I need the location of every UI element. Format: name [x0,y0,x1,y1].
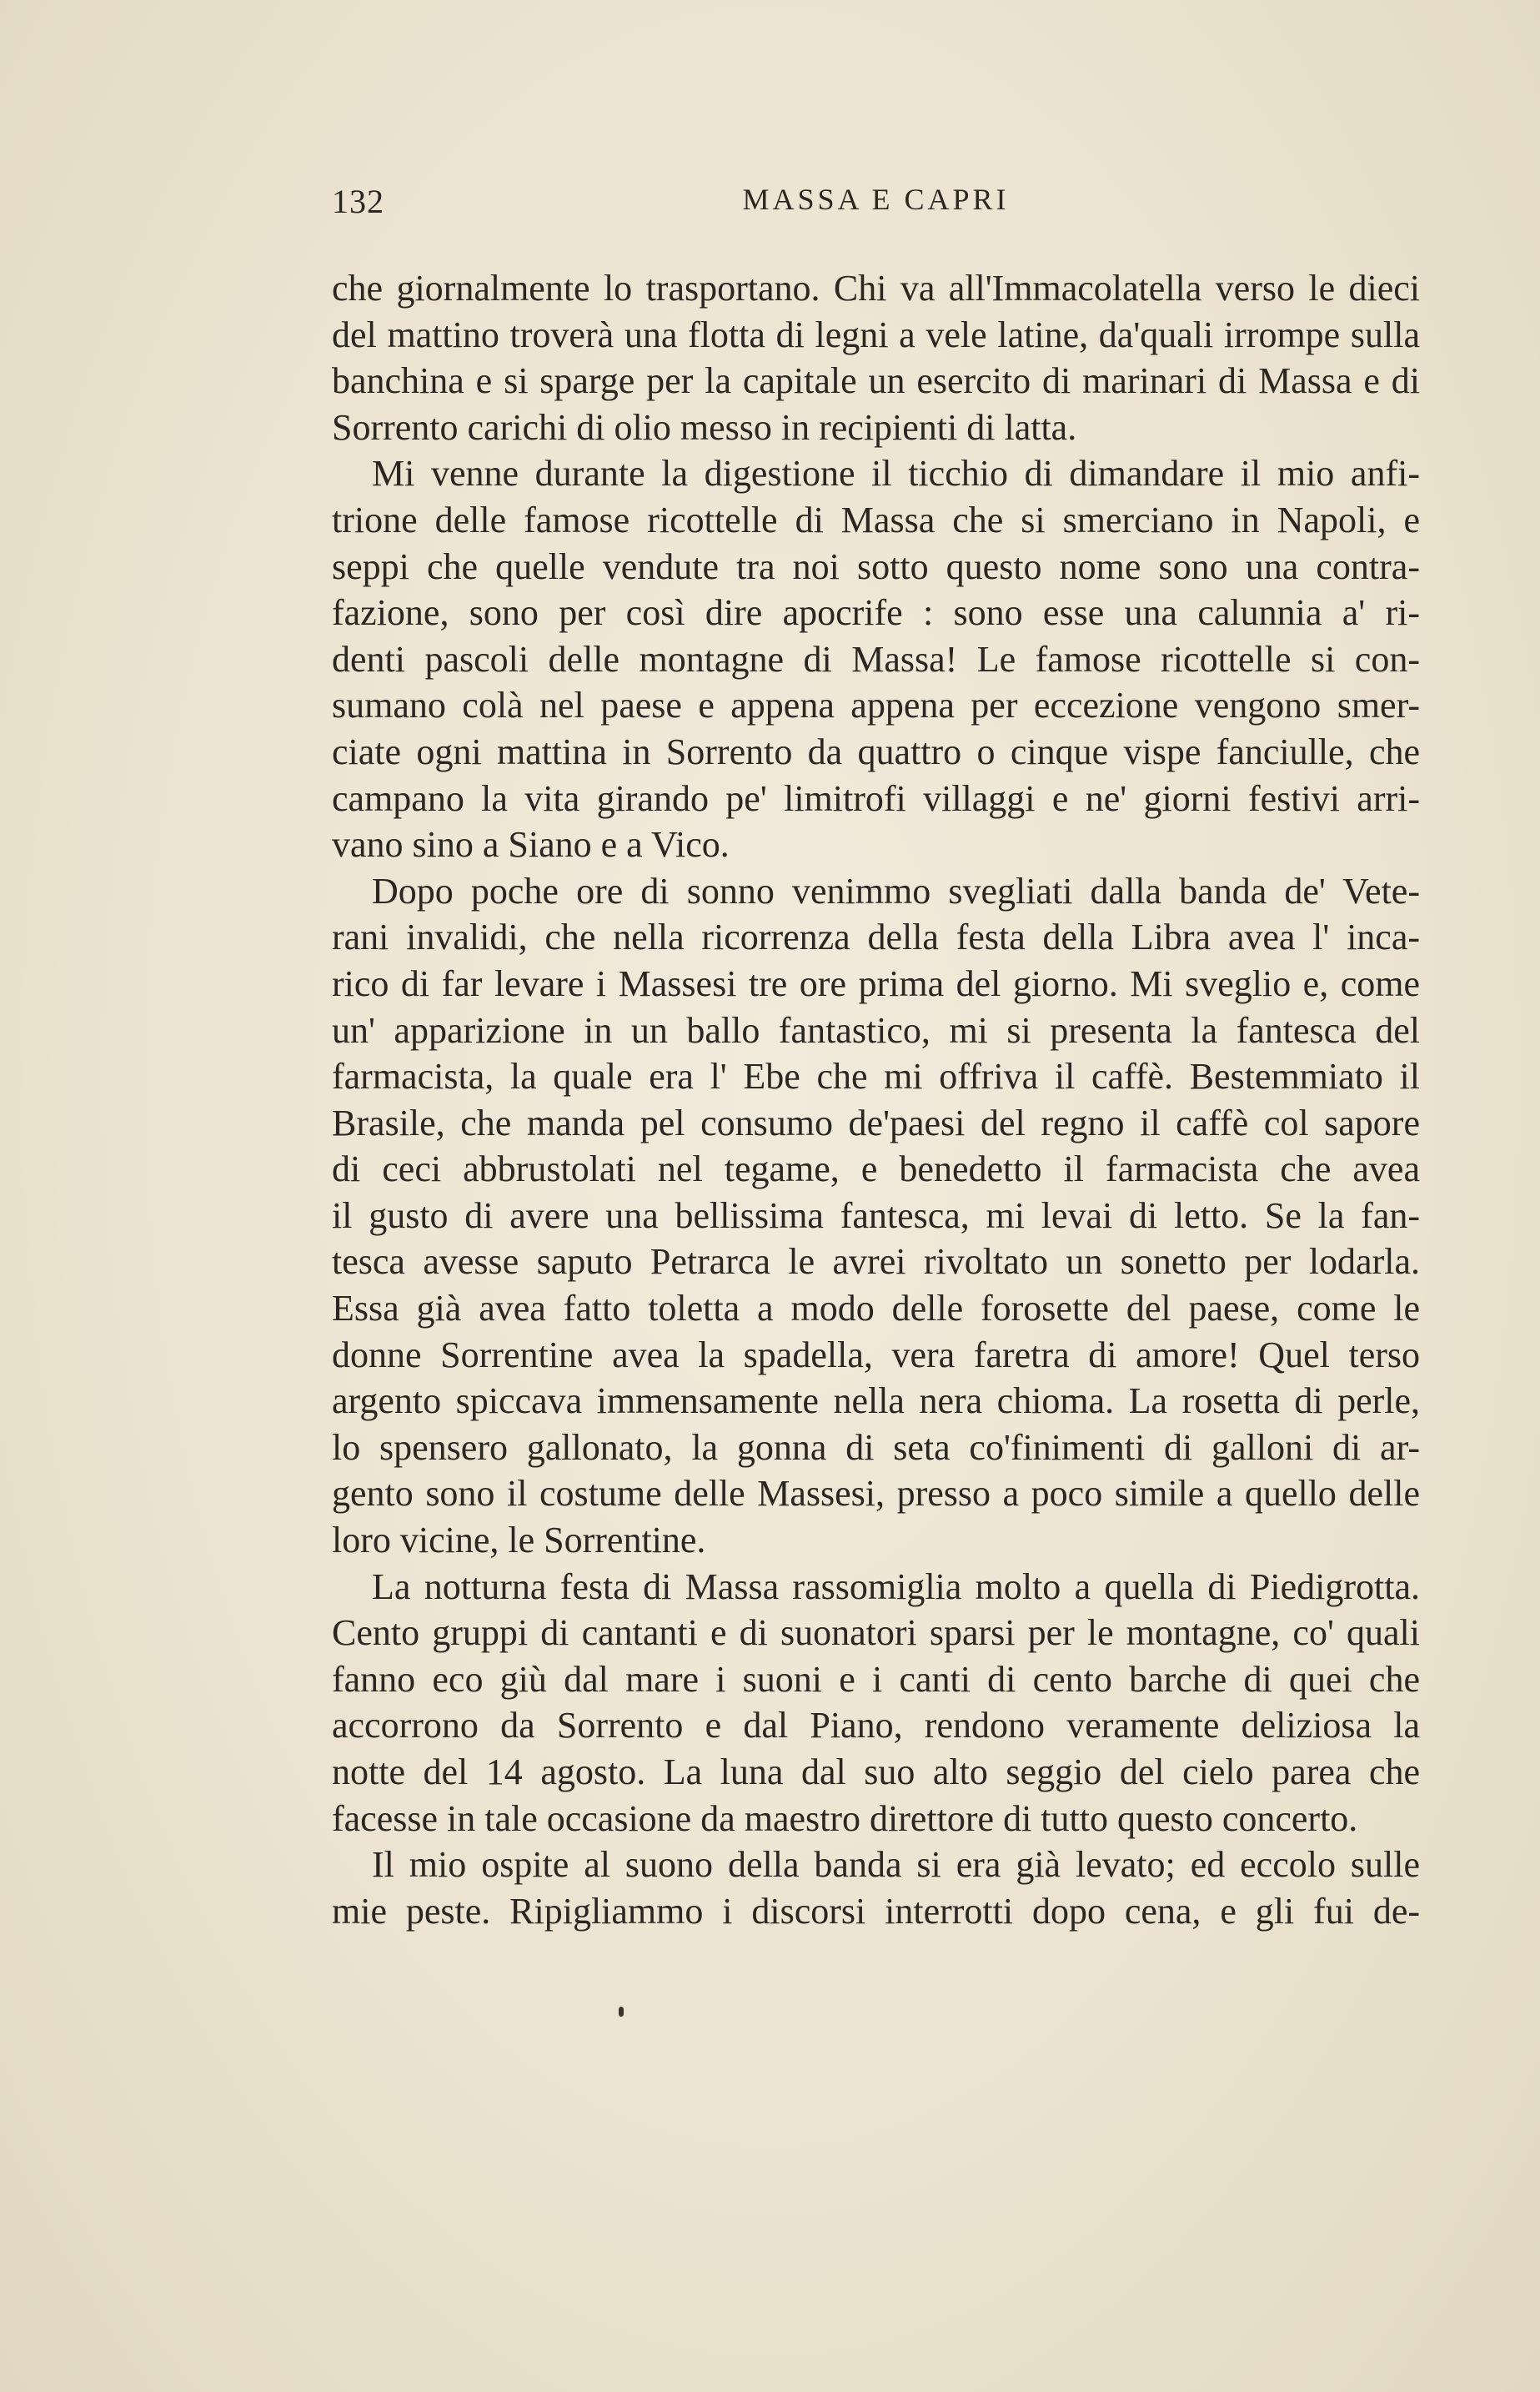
text-line: Essa già avea fatto toletta a modo delle forosette del paese, come le [332,1288,1420,1329]
text-line: argento spiccava immensamente nella nera chioma. La rosetta di perle, [332,1380,1420,1422]
text-line: ciate ogni mattina in Sorrento da quattro o cinque vispe fanciulle, che [332,731,1420,772]
text-line: vano sino a Siano e a Vico. [332,824,730,866]
text-line: del mattino troverà una flotta di legni a vele latine, da'quali irrompe sulla [332,314,1420,355]
text-line: mie peste. Ripigliammo i discorsi interrotti dopo cena, e gli fui de- [332,1890,1420,1932]
text-line: donne Sorrentine avea la spadella, vera faretra di amore! Quel terso [332,1334,1420,1375]
paragraph-first-line: Mi venne durante la digestione il ticchio di dimandare il mio anfi- [372,453,1420,495]
text-line: tesca avesse saputo Petrarca le avrei rivoltato un sonetto per lodarla. [332,1241,1420,1283]
text-line: sumano colà nel paese e appena appena per eccezione vengono smer- [332,685,1420,726]
text-line: accorrono da Sorrento e dal Piano, rendono veramente deliziosa la [332,1705,1420,1746]
text-line: Cento gruppi di cantanti e di suonatori sparsi per le montagne, co' quali [332,1612,1420,1654]
text-line: notte del 14 agosto. La luna dal suo alto seggio del cielo parea che [332,1751,1420,1792]
text-line: il gusto di avere una bellissima fantesca, mi levai di letto. Se la fan- [332,1194,1420,1236]
body-text [332,265,1420,1934]
text-line: seppi che quelle vendute tra noi sotto questo nome sono una contra- [332,545,1420,587]
paragraph-first-line: Dopo poche ore di sonno venimmo svegliati dalla banda de' Vete- [372,870,1420,912]
text-line: campano la vita girando pe' limitrofi villaggi e ne' giorni festivi arri- [332,777,1420,819]
text-line: lo spensero gallonato, la gonna di seta co'finimenti di galloni di ar- [332,1426,1420,1468]
text-line: trione delle famose ricottelle di Massa che si smerciano in Napoli, e [332,499,1420,540]
text-line: Brasile, che manda pel consumo de'paesi del regno il caffè col sapore [332,1102,1420,1143]
text-line: loro vicine, le Sorrentine. [332,1520,706,1561]
text-line: fazione, sono per così dire apocrife : sono esse una calunnia a' ri- [332,592,1420,634]
text-line: fanno eco giù dal mare i suoni e i canti di cento barche di quei che [332,1658,1420,1700]
text-line: di ceci abbrustolati nel tegame, e benedetto il farmacista che avea [332,1148,1420,1190]
ink-speck [619,2007,624,2017]
text-line: facesse in tale occasione da maestro direttore di tutto questo concerto. [332,1797,1358,1839]
paragraph-first-line: Il mio ospite al suono della banda si era già levato; ed eccolo sulle [372,1844,1420,1886]
text-line: rico di far levare i Massesi tre ore prima del giorno. Mi sveglio e, come [332,962,1420,1004]
text-line: gento sono il costume delle Massesi, presso a poco simile a quello delle [332,1473,1420,1515]
text-line: un' apparizione in un ballo fantastico, mi si presenta la fantesca del [332,1009,1420,1051]
text-line: che giornalmente lo trasportano. Chi va all'Immacolatella verso le dieci [332,268,1420,309]
text-line: farmacista, la quale era l' Ebe che mi offriva il caffè. Bestemmiato il [332,1056,1420,1098]
text-line: rani invalidi, che nella ricorrenza della festa della Libra avea l' inca- [332,917,1420,958]
text-line: banchina e si sparge per la capitale un esercito di marinari di Massa e di [332,360,1420,402]
text-line: denti pascoli delle montagne di Massa! Le famose ricottelle si con- [332,638,1420,680]
page-header [332,182,1420,232]
paragraph-first-line: La notturna festa di Massa rassomiglia molto a quella di Piedigrotta. [372,1565,1420,1607]
page-number: 132 [332,183,384,220]
running-head: MASSA E CAPRI [742,183,1010,216]
text-line: Sorrento carichi di olio messo in recipienti di latta. [332,406,1077,448]
